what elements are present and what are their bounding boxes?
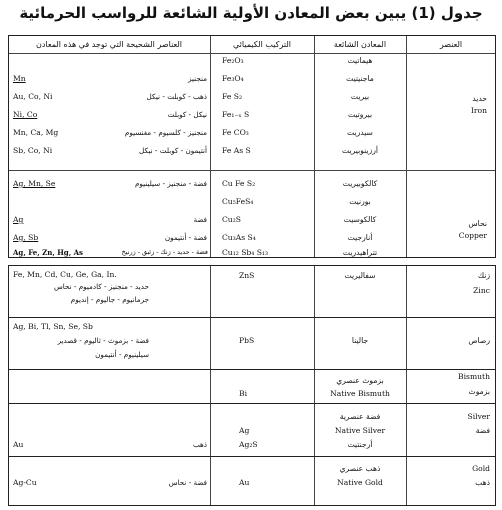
- trace-latin-enargite: Ag, Sb: [13, 233, 39, 242]
- formula-hematite: Fe₂O₃: [222, 56, 244, 65]
- element-lead-ar: رصاص: [468, 336, 490, 345]
- trace-latin-galena: Ag, Bi, Tl, Sn, Se, Sb: [13, 322, 93, 331]
- trace-latin-chalcopyrite: Ag, Mn, Se: [13, 179, 56, 188]
- mineral-native-silver-ar: فضة عنصرية: [339, 412, 381, 421]
- mineral-galena: جالينا: [351, 336, 369, 345]
- trace-latin-siderite: Mn, Ca, Mg: [13, 128, 59, 137]
- element-iron-ar: حديد: [472, 94, 487, 103]
- mineral-bornite: بورنيت: [349, 197, 371, 206]
- mineral-arsenopyrite: أرزينوبيريت: [342, 146, 378, 155]
- trace-ar-galena-2: سيلينيوم - أنتيمون: [95, 350, 149, 359]
- formula-siderite: Fe CO₃: [222, 128, 249, 137]
- trace-latin-arsenopyrite: Sb, Co, Ni: [13, 146, 53, 155]
- trace-ar-siderite: منجنيز - كلسيوم - مغنسيوم: [124, 128, 207, 137]
- trace-ar-galena-1: فضة - بزموث - ثاليوم - قصدير: [57, 336, 149, 345]
- trace-ar-silver: ذهب: [192, 440, 207, 449]
- element-bismuth-en: Bismuth: [458, 372, 490, 381]
- trace-latin-magnetite: Mn: [13, 74, 26, 83]
- formula-argentite: Ag₂S: [239, 440, 258, 449]
- element-gold-en: Gold: [472, 464, 490, 473]
- trace-ar-sphalerite-2: جرمانيوم - جاليوم - إنديوم: [70, 295, 149, 304]
- mineral-chalcopyrite: كالكوبيريت: [342, 179, 378, 188]
- mineral-native-gold-en: Native Gold: [337, 478, 383, 487]
- trace-latin-gold: Ag-Cu: [13, 478, 37, 487]
- header-composition: التركيب الكيميائي: [233, 40, 291, 49]
- formula-arsenopyrite: Fe As S: [222, 146, 251, 155]
- formula-gold: Au: [239, 478, 250, 487]
- trace-latin-chalcocite: Ag: [13, 215, 24, 224]
- mineral-native-bismuth-en: Native Bismuth: [330, 389, 390, 398]
- formula-native-silver: Ag: [239, 426, 250, 435]
- trace-latin-pyrrhotite: Ni, Co: [13, 110, 38, 119]
- mineral-native-silver-en: Native Silver: [334, 426, 386, 435]
- element-iron-en: Iron: [470, 106, 487, 115]
- mineral-magnetite: ماجنيتيت: [346, 74, 374, 83]
- formula-magnetite: Fe₃O₄: [222, 74, 244, 83]
- mineral-hematite: هيماتيت: [347, 56, 373, 65]
- mineral-pyrrhotite: بيروتيت: [347, 110, 373, 119]
- element-zinc-en: Zinc: [473, 286, 490, 295]
- trace-latin-tetrahedrite: Ag, Fe, Zn, Hg, As: [13, 248, 83, 257]
- mineral-chalcocite: كالكوسيت: [343, 215, 377, 224]
- mineral-native-gold-ar: ذهب عنصري: [339, 464, 381, 473]
- element-silver-en: Silver: [467, 412, 490, 421]
- mineral-sphalerite: سفاليريت: [344, 271, 376, 280]
- formula-galena: PbS: [239, 336, 255, 345]
- mineral-pyrite: بيريت: [350, 92, 370, 101]
- trace-ar-gold: فضة - نحاس: [168, 478, 207, 487]
- element-copper-en: Copper: [458, 231, 487, 240]
- element-copper-ar: نحاس: [468, 219, 487, 228]
- element-silver-ar: فضة: [475, 426, 490, 435]
- formula-bornite: Cu₅FeS₄: [222, 197, 254, 206]
- trace-latin-silver: Au: [13, 440, 24, 449]
- header-minerals: المعادن الشائعة: [333, 40, 387, 49]
- trace-ar-arsenopyrite: أنتيمون - كوبلت - نيكل: [139, 146, 207, 155]
- mineral-native-bismuth-ar: بزموث عنصري: [336, 376, 384, 385]
- element-zinc-ar: زنك: [477, 271, 490, 280]
- element-gold-ar: ذهب: [475, 478, 490, 487]
- trace-ar-chalcopyrite: فضة - منجنيز - سيلينيوم: [134, 179, 207, 188]
- page-title: جدول (1) يبين بعض المعادن الأولية الشائعة للرواسب الحرمائية: [19, 4, 483, 22]
- formula-chalcocite: Cu₂S: [222, 215, 241, 224]
- table-iron-copper: [8, 35, 496, 258]
- trace-latin-pyrite: Au, Co, Ni: [13, 92, 53, 101]
- formula-enargite: Cu₃As S₄: [222, 233, 256, 242]
- mineral-siderite: سيدريت: [347, 128, 373, 137]
- mineral-tetrahedrite: تتراهيدريت: [342, 248, 378, 257]
- formula-tetrahedrite: Cu₁₂ Sb₄ S₁₃: [222, 248, 269, 257]
- trace-ar-magnetite: منجنيز: [188, 74, 207, 83]
- formula-bismuth: Bi: [239, 389, 248, 398]
- trace-latin-sphalerite: Fe, Mn, Cd, Cu, Ge, Ga, In.: [13, 270, 117, 279]
- formula-sphalerite: ZnS: [239, 271, 255, 280]
- table-zinc-gold: [8, 265, 496, 506]
- mineral-enargite: أنارجيت: [347, 233, 373, 242]
- element-bismuth-ar: بزموث: [468, 387, 490, 396]
- trace-ar-tetrahedrite: فضة - حديد - زنك - زئبق - زرنيخ: [121, 248, 208, 256]
- formula-chalcopyrite: Cu Fe S₂: [222, 179, 256, 188]
- formula-pyrrhotite: Fe₁₋ₓ S: [222, 110, 250, 119]
- trace-ar-sphalerite-1: حديد - منجنيز - كادميوم - نحاس: [53, 282, 149, 291]
- header-associated: العناصر الشحيحة التي توجد في هذه المعادن: [35, 40, 183, 49]
- mineral-argentite: أرجنتيت: [347, 440, 373, 449]
- trace-ar-chalcocite: فضة: [193, 215, 207, 224]
- trace-ar-pyrrhotite: نيكل - كوبلت: [167, 110, 207, 119]
- header-element: العنصر: [439, 40, 463, 49]
- trace-ar-enargite: فضة - أنتيمون: [164, 233, 207, 242]
- formula-pyrite: Fe S₂: [222, 92, 243, 101]
- trace-ar-pyrite: ذهب - كوبلت - نيكل: [146, 92, 207, 101]
